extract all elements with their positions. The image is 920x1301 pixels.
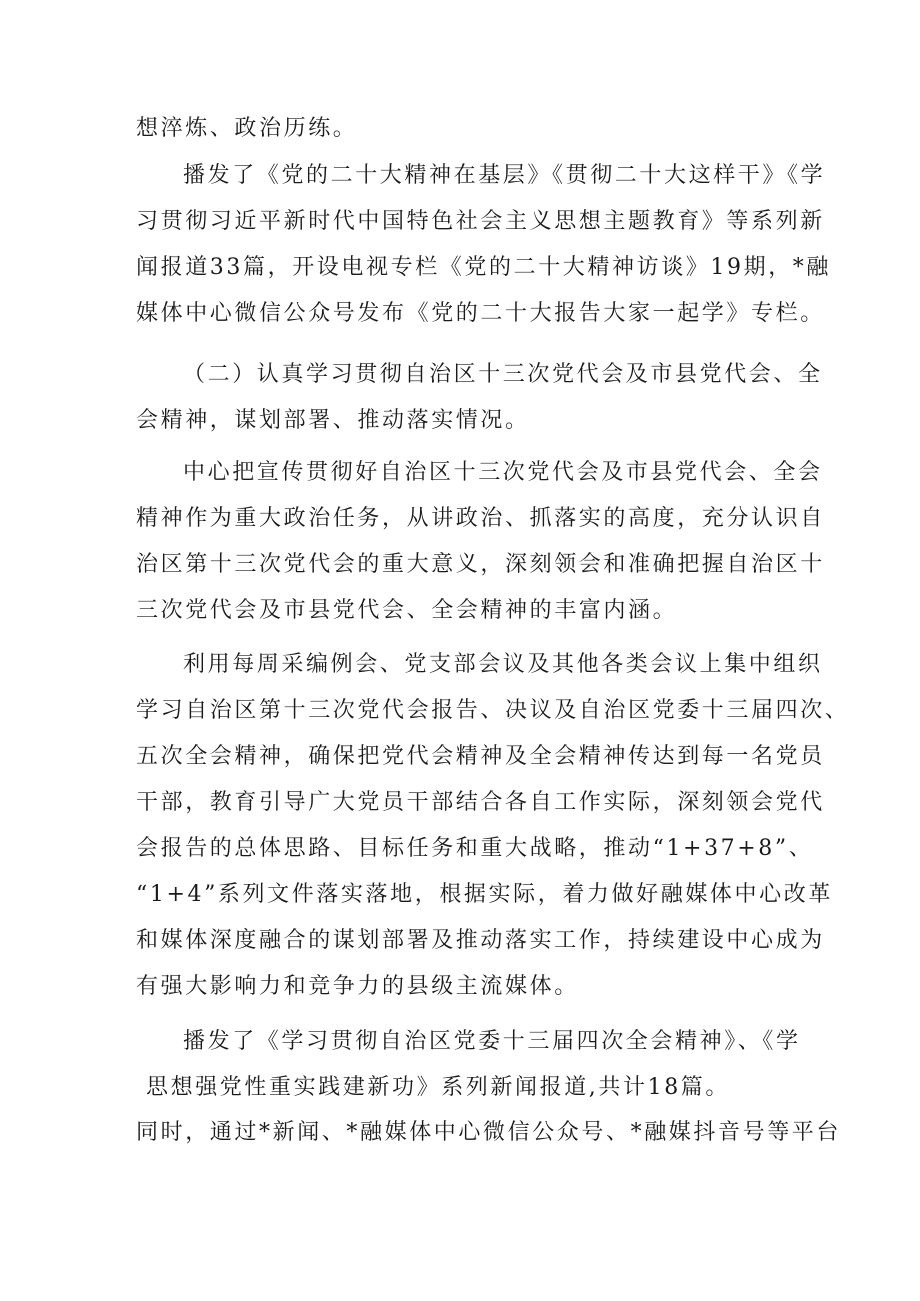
text-line: 思想强党性重实践建新功》系列新闻报道,共计18篇。 (146, 1075, 730, 1100)
text-line: 和媒体深度融合的谋划部署及推动落实工作，持续建设中心成为 (136, 928, 825, 953)
text-line: 闻报道33篇，开设电视专栏《党的二十大精神访谈》19期，*融 (136, 255, 831, 280)
text-line: 会报告的总体思路、目标任务和重大战略，推动“1+37+8”、 (136, 836, 814, 861)
text-line: 同时，通过*新闻、*融媒体中心微信公众号、*融媒抖音号等平台 (136, 1120, 842, 1145)
text-line: 干部，教育引导广大党员干部结合各自工作实际，深刻领会党代 (136, 790, 825, 815)
text-line: 想淬炼、政治历练。 (136, 116, 358, 141)
text-line: 治区第十三次党代会的重大意义，深刻领会和准确把握自治区十 (136, 552, 825, 577)
section-heading: （二）认真学习贯彻自治区十三次党代会及市县党代会、全 (183, 362, 823, 387)
text-line: 有强大影响力和竞争力的县级主流媒体。 (136, 974, 579, 999)
text-line: 学习自治区第十三次党代会报告、决议及自治区党委十三届四次、 (136, 698, 850, 723)
paragraph-first-line: 利用每周采编例会、党支部会议及其他各类会议上集中组织 (183, 652, 823, 677)
section-heading-continued: 会精神，谋划部署、推动落实情况。 (136, 408, 530, 433)
text-line: 习贯彻习近平新时代中国特色社会主义思想主题教育》等系列新 (136, 209, 825, 234)
text-line: “1+4”系列文件落实落地，根据实际，着力做好融媒体中心改革 (136, 882, 833, 907)
text-line: 三次党代会及市县党代会、全会精神的丰富内涵。 (136, 598, 678, 623)
paragraph-first-line: 播发了《学习贯彻自治区党委十三届四次全会精神》、《学 (183, 1029, 801, 1054)
text-line: 媒体中心微信公众号发布《党的二十大报告大家一起学》专栏。 (136, 301, 825, 326)
paragraph-first-line: 中心把宣传贯彻好自治区十三次党代会及市县党代会、全会 (183, 460, 823, 485)
text-line: 五次全会精神，确保把党代会精神及全会精神传达到每一名党员 (136, 744, 825, 769)
paragraph-first-line: 播发了《党的二十大精神在基层》《贯彻二十大这样干》《学 (183, 163, 826, 188)
text-line: 精神作为重大政治任务，从讲政治、抓落实的高度，充分认识自 (136, 506, 825, 531)
